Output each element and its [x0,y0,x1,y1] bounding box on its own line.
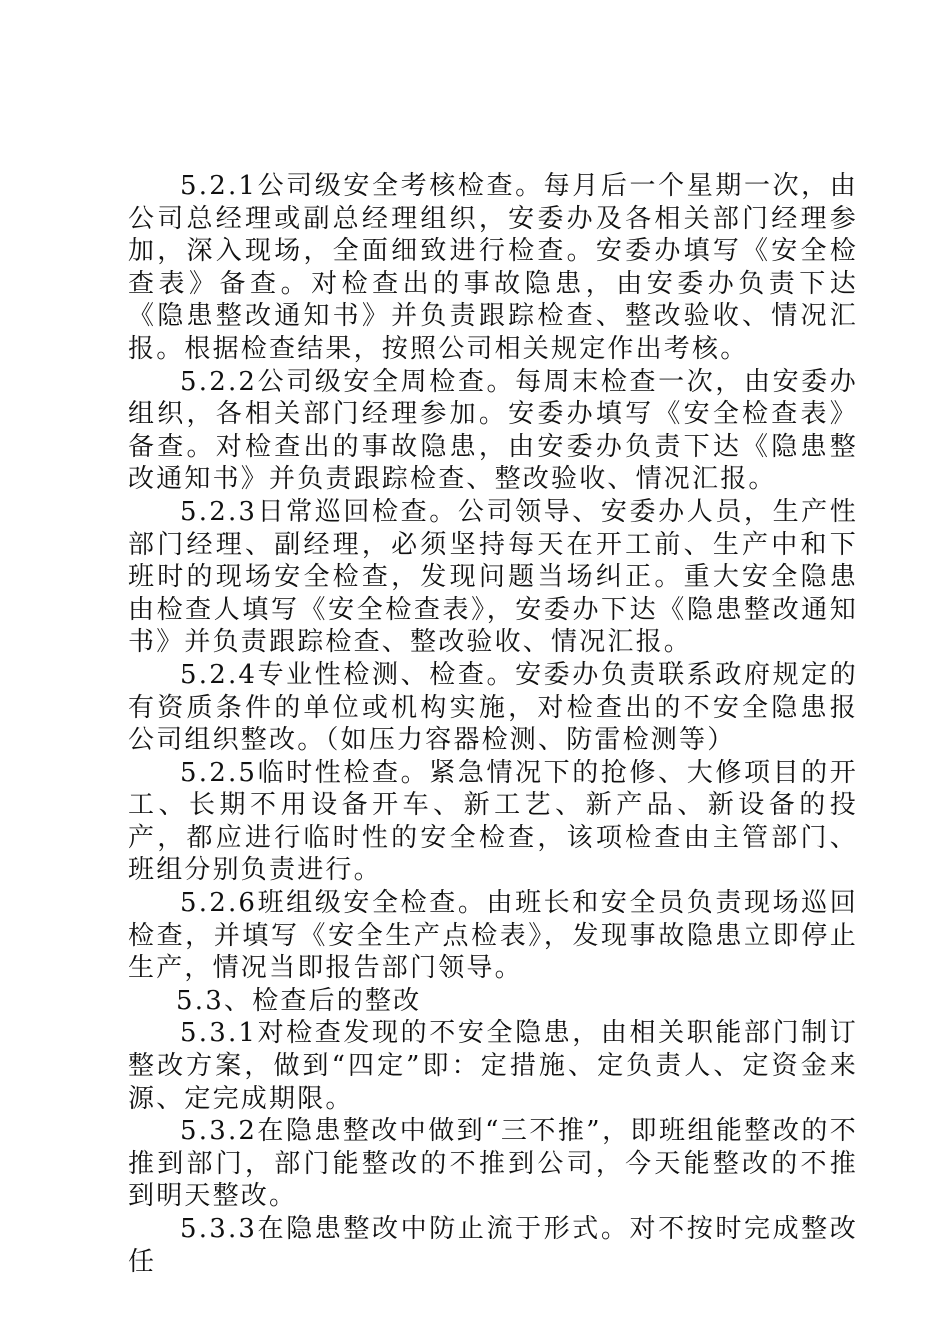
paragraph-5-2-5: 5.2.5临时性检查。紧急情况下的抢修、大修项目的开工、长期不用设备开车、新工艺、新产品、新设备的投产，都应进行临时性的安全检查，该项检查由主管部门、班组分别负责进行。 [128,757,858,886]
paragraph-5-3-1: 5.3.1对检查发现的不安全隐患，由相关职能部门制订整改方案，做到“四定”即：定措施、定负责人、定资金来源、定完成期限。 [128,1018,858,1114]
paragraph-5-2-6: 5.2.6班组级安全检查。由班长和安全员负责现场巡回检查，并填写《安全生产点检表》，发现事故隐患立即停止生产，情况当即报告部门领导。 [128,888,858,984]
document-body [128,170,858,1278]
paragraph-5-2-2: 5.2.2公司级安全周检查。每周末检查一次，由安委办组织，各相关部门经理参加。安委办填写《安全检查表》备查。对检查出的事故隐患，由安委办负责下达《隐患整改通知书》并负责跟踪检查、整改验收、情况汇报。 [128,366,858,495]
paragraph-5-3-3: 5.3.3在隐患整改中防止流于形式。对不按时完成整改任 [128,1214,858,1277]
paragraph-5-2-3: 5.2.3日常巡回检查。公司领导、安委办人员，生产性部门经理、副经理，必须坚持每天在开工前、生产中和下班时的现场安全检查，发现问题当场纠正。重大安全隐患由检查人填写《安全检查表》，安委办下达《隐患整改通知书》并负责跟踪检查、整改验收、情况汇报。 [128,496,858,658]
paragraph-5-3-2: 5.3.2在隐患整改中做到“三不推”，即班组能整改的不推到部门，部门能整改的不推到公司，今天能整改的不推到明天整改。 [128,1116,858,1212]
paragraph-5-2-1: 5.2.1公司级安全考核检查。每月后一个星期一次，由公司总经理或副总经理组织，安委办及各相关部门经理参加，深入现场，全面细致进行检查。安委办填写《安全检查表》备查。对检查出的事故隐患，由安委办负责下达《隐患整改通知书》并负责跟踪检查、整改验收、情况汇报。根据检查结果，按照公司相关规定作出考核。 [128,171,858,364]
paragraph-5-2-4: 5.2.4专业性检测、检查。安委办负责联系政府规定的有资质条件的单位或机构实施，对检查出的不安全隐患报公司组织整改。（如压力容器检测、防雷检测等） [128,659,858,756]
section-heading-5-3: 5.3、检查后的整改 [176,985,422,1016]
